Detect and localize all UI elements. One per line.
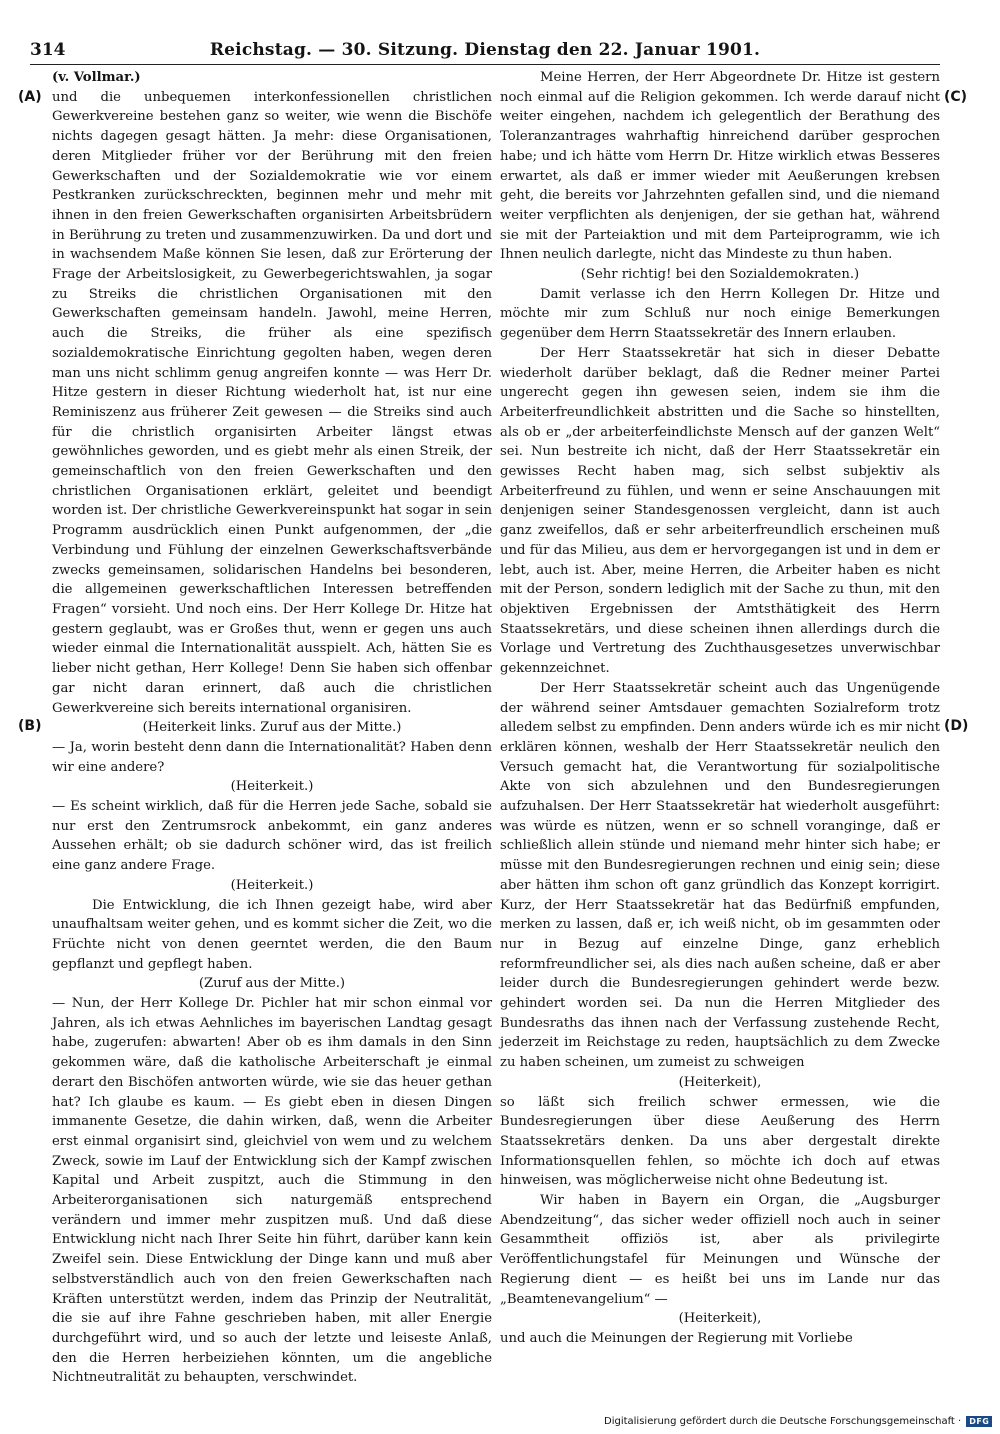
- interjection: (Heiterkeit links. Zuruf aus der Mitte.): [142, 720, 402, 736]
- page-number: 314: [30, 40, 66, 60]
- margin-letter-d: (D): [944, 718, 969, 734]
- margin-letter-a: (A): [18, 89, 42, 105]
- speaker-label: (v. Vollmar.): [52, 70, 141, 85]
- paragraph: — Ja, worin besteht denn dann die Internationalität? Haben denn wir eine andere?: [52, 739, 492, 775]
- paragraph: und auch die Meinungen der Regierung mit Vorliebe: [500, 1331, 853, 1346]
- interjection: (Heiterkeit.): [230, 779, 314, 795]
- page-header: [30, 38, 940, 64]
- credit-text: Digitalisierung gefördert durch die Deutsche Forschungsgemeinschaft ·: [604, 1416, 962, 1427]
- paragraph: so läßt sich freilich schwer ermessen, wie die Bundesregierungen über diese Aeußerung des Herrn Staatssekretärs denken. Da uns aber dergestalt direkte Informationsquellen fehlen, so möchte ich doch auf etwas hinweisen, was möglicherweise nicht ohne Bedeutung ist.: [500, 1094, 940, 1189]
- paragraph: Meine Herren, der Herr Abgeordnete Dr. Hitze ist gestern noch einmal auf die Religion gekommen. Ich werde darauf nicht weiter eingehen, nachdem ich gelegentlich der Berathung des Toleranzantrages wahrhaftig hinreichend darüber gesprochen habe; und ich hätte vom Herrn Dr. Hitze wirklich etwas Besseres erwartet, als daß er immer wieder mit Aeußerungen krebsen geht, die bereits vor Jahrzehnten gefallen sind, und die niemand weiter verpflichten als denjenigen, der sie gethan hat, während sie mit der Parteiaktion und mit dem Parteiprogramm, wie ich Ihnen neulich darlegte, nicht das Mindeste zu thun haben.: [500, 70, 940, 263]
- interjection: (Zuruf aus der Mitte.): [198, 976, 346, 992]
- paragraph: Damit verlasse ich den Herrn Kollegen Dr. Hitze und möchte mir zum Schluß nur noch einige Bemerkungen gegenüber dem Herrn Staatssekretär des Innern erlauben.: [500, 286, 940, 342]
- paragraph: Wir haben in Bayern ein Organ, die „Augsburger Abendzeitung“, das sicher weder offiziell noch auch in seiner Gesammtheit offiziös ist, aber als privilegirte Veröffentlichungstafel für Meinungen und Wünsche der Regierung dient — es heißt bei uns im Lande nur das „Beamtenevangelium“ —: [500, 1193, 940, 1307]
- margin-letter-c: (C): [944, 89, 968, 105]
- digitization-credit: [604, 1416, 992, 1427]
- paragraph: Der Herr Staatssekretär hat sich in dieser Debatte wiederholt darüber beklagt, daß die Redner meiner Partei ungerecht gegen ihn gewesen seien, indem sie ihm die Arbeiterfreundlichkeit abstritten und die Sache so hinstellten, als ob er „der arbeiterfeindlichste Mensch auf der ganzen Welt“ sei. Nun bestreite ich nicht, daß der Herr Staatssekretär ein gewisses Recht haben mag, sich selbst subjektiv als Arbeiterfreund zu fühlen, und wenn er seine Anschauungen mit denjenigen seiner Standesgenossen vergleicht, dann ist auch ganz zweifellos, daß er sehr arbeiterfreundlich erscheinen muß und für das Milieu, aus dem er hervorgegangen ist und in dem er lebt, auch ist. Aber, meine Herren, die Arbeiter haben es nicht mit der Person, sondern lediglich mit der Sache zu thun, mit den objektiven Ergebnissen der Amtsthätigkeit des Herrn Staatssekretärs, und diese scheinen ihnen allerdings durch die Vorlage und Vertretung des Zuchthausgesetzes unverwischbar gekennzeichnet.: [500, 345, 940, 677]
- interjection: (Heiterkeit),: [678, 1074, 762, 1090]
- paragraph: und die unbequemen interkonfessionellen christlichen Gewerkvereine bestehen ganz so weiter, wie wenn die Bischöfe nichts dagegen gesagt hätten. Ja mehr: diese Organisationen, deren Mitglieder früher vor der Berührung mit den freien Gewerkschaften und der Sozialdemokratie wie vor einem Pestkranken zurückschreckten, beginnen mehr und mehr mit ihnen in den freien Gewerkschaften organisirten Arbeitsbrüdern in Berührung zu treten und zusammenzuwirken. Da und dort und in wachsendem Maße können Sie lesen, daß zur Erörterung der Frage der Arbeitslosigkeit, zu Gewerbegerichtswahlen, ja sogar zu Streiks die christlichen Organisationen mit den Gewerkschaften gemeinsam handeln. Jawohl, meine Herren, auch die Streiks, die früher als eine spezifisch sozialdemokratische Einrichtung gegolten haben, wegen deren man uns nicht schlimm genug angreifen konnte — was Herr Dr. Hitze gestern in dieser Richtung wiederholt hat, ist nur eine Reminiszenz aus früherer Zeit gewesen — die Streiks sind auch für die christlich organisirten Arbeiter längst etwas gewöhnliches geworden, und es giebt mehr als einen Streik, der gemeinschaftlich von den freien Gewerkschaften und den christlichen Organisationen erklärt, geleitet und beendigt worden ist. Der christliche Gewerkvereinspunkt hat sogar in sein Programm ausdrücklich einen Punkt aufgenommen, der „die Verbindung und Fühlung der einzelnen Gewerkschaftsverbände zwecks gemeinsamen, solidarischen Handelns bei besonderen, die allgemeinen gewerkschaftlichen Interessen betreffenden Fragen“ vorsieht. Und noch eins. Der Herr Kollege Dr. Hitze hat gestern geglaubt, was er Großes thut, wenn er gegen uns auch wieder einmal die Internationalität ausspielt. Ach, hätten Sie es lieber nicht gethan, Herr Kollege! Denn Sie haben sich offenbar gar nicht daran erinnert, daß auch die christlichen Gewerkvereine sich bereits international organisiren.: [52, 89, 492, 716]
- interjection: (Sehr richtig! bei den Sozialdemokraten.): [580, 267, 860, 283]
- interjection: (Heiterkeit),: [678, 1311, 762, 1327]
- interjection: (Heiterkeit.): [230, 877, 314, 893]
- margin-letter-b: (B): [18, 718, 42, 734]
- dfg-logo: DFG: [966, 1416, 992, 1427]
- paragraph: Die Entwicklung, die ich Ihnen gezeigt habe, wird aber unaufhaltsam weiter gehen, und es kommt sicher die Zeit, wo die Früchte nicht von denen geerntet werden, die den Baum gepflanzt und gepflegt haben.: [52, 897, 492, 972]
- left-column: [52, 68, 492, 1388]
- paragraph: Der Herr Staatssekretär scheint auch das Ungenügende der während seiner Amtsdauer gemachten Sozialreform trotz alledem selbst zu empfinden. Denn anders würde ich es mir nicht erklären können, weshalb der Herr Staatssekretär neulich den Versuch gemacht hat, die Verantwortung für sozialpolitische Akte von sich abzulehnen und den Bundesregierungen aufzuhalsen. Der Herr Staatssekretär hat wiederholt ausgeführt: was würde es nützen, wenn er so schnell voranginge, daß er schließlich allein stünde und niemand mehr hinter sich habe; er müsse mit den Bundesregierungen rechnen und einig sein; diese aber hätten ihm schon oft ganz gründlich das Konzept korrigirt. Kurz, der Herr Staatssekretär hat das Bedürfniß empfunden, merken zu lassen, daß er, ich weiß nicht, ob im gesammten oder nur in Bezug auf einzelne Dinge, ganz erheblich reformfreundlicher sei, als dies nach außen scheine, daß er aber leider durch die Bundesregierungen gehindert werde bezw. gehindert worden sei. Da nun die Herren Mitglieder des Bundesraths das ihnen nach der Verfassung zustehende Recht, jederzeit im Reichstage zu reden, hauptsächlich zu dem Zwecke zu haben scheinen, um zumeist zu schweigen: [500, 680, 940, 1071]
- paragraph: — Es scheint wirklich, daß für die Herren jede Sache, sobald sie nur erst den Zentrumsrock anbekommt, ein ganz anderes Aussehen erhält; ob sie dadurch schöner wird, das ist freilich eine ganz andere Frage.: [52, 799, 492, 874]
- running-head: Reichstag. — 30. Sitzung. Dienstag den 22. Januar 1901.: [209, 40, 761, 60]
- right-column: [500, 68, 940, 1349]
- paragraph: — Nun, der Herr Kollege Dr. Pichler hat mir schon einmal vor Jahren, als ich etwas Aehnliches im bayerischen Landtag gesagt habe, zugerufen: abwarten! Aber ob es ihm damals in den Sinn gekommen wäre, daß die katholische Arbeiterschaft je einmal derart den Bischöfen antworten würde, wie sie das heuer gethan hat? Ich glaube es kaum. — Es giebt eben in diesen Dingen immanente Gesetze, die dahin wirken, daß, wenn die Arbeiter erst einmal organisirt sind, gleichviel von wem und zu welchem Zweck, sowie im Lauf der Entwicklung sich der Kampf zwischen Kapital und Arbeit zuspitzt, auch die Stimmung in den Arbeiterorganisationen sich naturgemäß entsprechend verändern und immer mehr zuspitzen muß. Und daß diese Entwicklung nicht nach Ihrer Seite hin führt, darüber kann kein Zweifel sein. Diese Entwicklung der Dinge kann und muß aber selbstverständlich auch von den freien Gewerkschaften nach Kräften unterstützt werden, indem das Prinzip der Neutralität, die sie auf ihre Fahne geschrieben haben, mit aller Energie durchgeführt wird, und so auch der letzte und leiseste Anlaß, den die Herren herbeiziehen könnten, um die angebliche Nichtneutralität zu behaupten, verschwindet.: [52, 996, 492, 1386]
- header-rule: [30, 64, 940, 65]
